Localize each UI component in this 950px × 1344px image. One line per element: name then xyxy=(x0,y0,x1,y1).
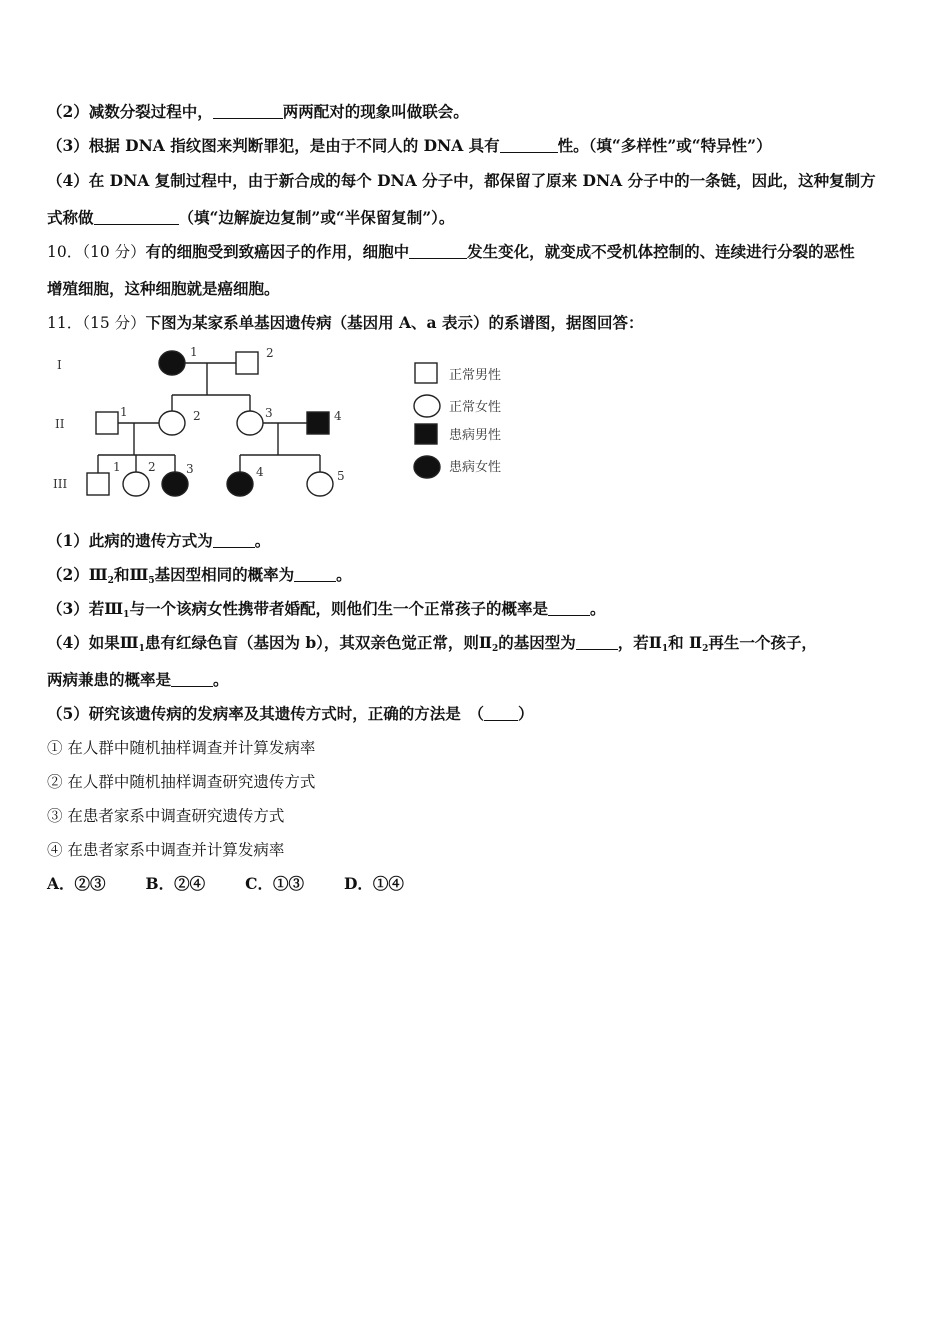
q11-sub5 xyxy=(47,703,534,725)
question-number: 11．（15 分） xyxy=(47,314,146,332)
q10-line1 xyxy=(47,241,855,263)
q11-item-3: ③ 在患者家系中调查研究遗传方式 xyxy=(47,807,285,825)
answer-blank[interactable] xyxy=(213,531,255,548)
subscript: 5 xyxy=(148,576,155,586)
q11-sub2 xyxy=(47,564,352,592)
q11-sub5-text: （5）研究该遗传病的发病率及其遗传方式时，正确的方法是 （ xyxy=(47,704,485,723)
q11-sub4-line1 xyxy=(47,632,817,660)
subscript: 1 xyxy=(138,644,145,654)
option-c[interactable]: C．①③ xyxy=(245,874,304,893)
III4-affected-female xyxy=(227,472,253,496)
q11-sub2-text-a: （2）Ⅲ xyxy=(47,565,108,584)
II2-number: 2 xyxy=(193,409,201,423)
III1-number: 1 xyxy=(113,460,121,474)
q11-item-2: ② 在人群中随机抽样调查研究遗传方式 xyxy=(47,773,316,791)
III5-normal-female xyxy=(307,472,333,496)
II1-number: 1 xyxy=(120,405,128,419)
q9-part3-text-end: 性。（填“多样性”或“特异性”） xyxy=(557,136,772,155)
q11-sub4-text-a: （4）如果Ⅲ xyxy=(47,633,139,652)
q9-part2-text-end: 两两配对的现象叫做联会。 xyxy=(282,102,469,121)
subscript: 1 xyxy=(123,610,130,620)
answer-blank[interactable] xyxy=(94,208,179,225)
q11-item-4: ④ 在患者家系中调查并计算发病率 xyxy=(47,841,285,859)
question-number: 10．（10 分） xyxy=(47,243,146,261)
legend-affected-male-label: 患病男性 xyxy=(449,428,502,443)
q11-sub3-text-a: （3）若Ⅲ xyxy=(47,599,124,618)
legend-normal-male-label: 正常男性 xyxy=(449,368,502,383)
q11-sub1-text-end: 。 xyxy=(254,531,271,550)
q9-part3 xyxy=(47,135,772,157)
option-d[interactable]: D．①④ xyxy=(343,874,404,893)
III3-affected-female xyxy=(162,472,188,496)
q10-text-end: 发生变化，就变成不受机体控制的、连续进行分裂的恶性 xyxy=(467,242,855,261)
legend-normal-female-label: 正常女性 xyxy=(449,400,502,415)
q11-sub2-text-b: 和Ⅲ xyxy=(113,565,149,584)
q11-sub3 xyxy=(47,598,605,626)
answer-blank[interactable] xyxy=(500,136,558,153)
q11-sub4-text-f: 再生一个孩子， xyxy=(708,633,817,652)
generation-label-I: I xyxy=(57,358,62,372)
I2-number: 2 xyxy=(266,346,274,360)
III2-normal-female xyxy=(123,472,149,496)
answer-blank[interactable] xyxy=(548,599,590,616)
q11-stem xyxy=(47,312,644,334)
q11-stem-text: 下图为某家系单基因遗传病（基因用 A、a 表示）的系谱图，据图回答： xyxy=(145,313,644,332)
q11-sub4-text-d: ，若Ⅱ xyxy=(617,633,662,652)
q9-part4-line1: （4）在 DNA 复制过程中，由于新合成的每个 DNA 分子中，都保留了原来 DNA 分子中的一条链，因此，这种复制方 xyxy=(47,171,876,190)
answer-blank[interactable] xyxy=(409,242,467,259)
II1-normal-male xyxy=(96,412,118,434)
II4-number: 4 xyxy=(334,409,342,423)
generation-label-II: II xyxy=(55,417,65,431)
II2-normal-female xyxy=(159,411,185,435)
answer-blank[interactable] xyxy=(213,102,283,119)
q9-part3-text: （3）根据 DNA 指纹图来判断罪犯，是由于不同人的 DNA 具有 xyxy=(47,136,500,155)
q9-part4-text-end: （填“边解旋边复制”或“半保留复制”）。 xyxy=(178,208,455,227)
q11-sub1 xyxy=(47,530,270,552)
q11-sub3-text-b: 与一个该病女性携带者婚配，则他们生一个正常孩子的概率是 xyxy=(129,599,548,618)
option-b[interactable]: B．②④ xyxy=(145,874,206,893)
q11-options xyxy=(47,873,444,895)
generation-label-III: III xyxy=(53,477,68,491)
answer-blank[interactable] xyxy=(484,704,518,721)
answer-blank[interactable] xyxy=(171,670,213,687)
q10-text: 有的细胞受到致癌因子的作用，细胞中 xyxy=(145,242,410,261)
II3-number: 3 xyxy=(265,406,273,420)
q11-sub1-text: （1）此病的遗传方式为 xyxy=(47,531,213,550)
subscript: 1 xyxy=(661,644,669,654)
q11-sub4-text-e: 和 Ⅱ xyxy=(668,633,703,652)
I1-affected-female xyxy=(159,351,185,375)
III2-number: 2 xyxy=(148,460,156,474)
legend-normal-female-symbol xyxy=(414,395,440,417)
legend-affected-male-symbol xyxy=(415,424,437,444)
option-a[interactable]: A．②③ xyxy=(47,874,106,893)
q9-part2-text: （2）减数分裂过程中， xyxy=(47,102,213,121)
subscript: 2 xyxy=(702,644,709,654)
pedigree-diagram xyxy=(45,340,525,505)
legend-affected-female-symbol xyxy=(414,456,440,478)
q10-line2: 增殖细胞，这种细胞就是癌细胞。 xyxy=(47,279,280,298)
III3-number: 3 xyxy=(186,462,194,476)
q11-sub2-text-c: 基因型相同的概率为 xyxy=(154,565,295,584)
I2-normal-male xyxy=(236,352,258,374)
legend-normal-male-symbol xyxy=(415,363,437,383)
q9-part4-line2 xyxy=(47,207,454,229)
legend-affected-female-label: 患病女性 xyxy=(449,460,502,475)
q11-sub4-line2-text: 两病兼患的概率是 xyxy=(47,670,172,689)
subscript: 2 xyxy=(492,644,499,654)
q11-sub3-text-end: 。 xyxy=(589,599,606,618)
q11-sub4-line2 xyxy=(47,669,229,691)
q11-sub2-text-end: 。 xyxy=(336,565,352,584)
I1-number: 1 xyxy=(190,345,198,359)
q11-item-1: ① 在人群中随机抽样调查并计算发病率 xyxy=(47,739,316,757)
q11-sub4-text-c: 的基因型为 xyxy=(498,633,576,652)
q11-sub5-text-end: ） xyxy=(518,704,534,723)
II3-normal-female xyxy=(237,411,263,435)
subscript: 2 xyxy=(107,576,114,586)
answer-blank[interactable] xyxy=(294,565,336,582)
III1-normal-male xyxy=(87,473,109,495)
III4-number: 4 xyxy=(256,465,264,479)
q11-sub4-text-b: 患有红绿色盲（基因为 b），其双亲色觉正常，则Ⅱ xyxy=(144,633,492,652)
III5-number: 5 xyxy=(337,469,345,483)
q11-sub4-line2-text-end: 。 xyxy=(213,670,229,689)
answer-blank[interactable] xyxy=(576,633,618,650)
q9-part4-text: 式称做 xyxy=(47,208,94,227)
q9-part2 xyxy=(47,101,469,123)
II4-affected-male xyxy=(307,412,329,434)
